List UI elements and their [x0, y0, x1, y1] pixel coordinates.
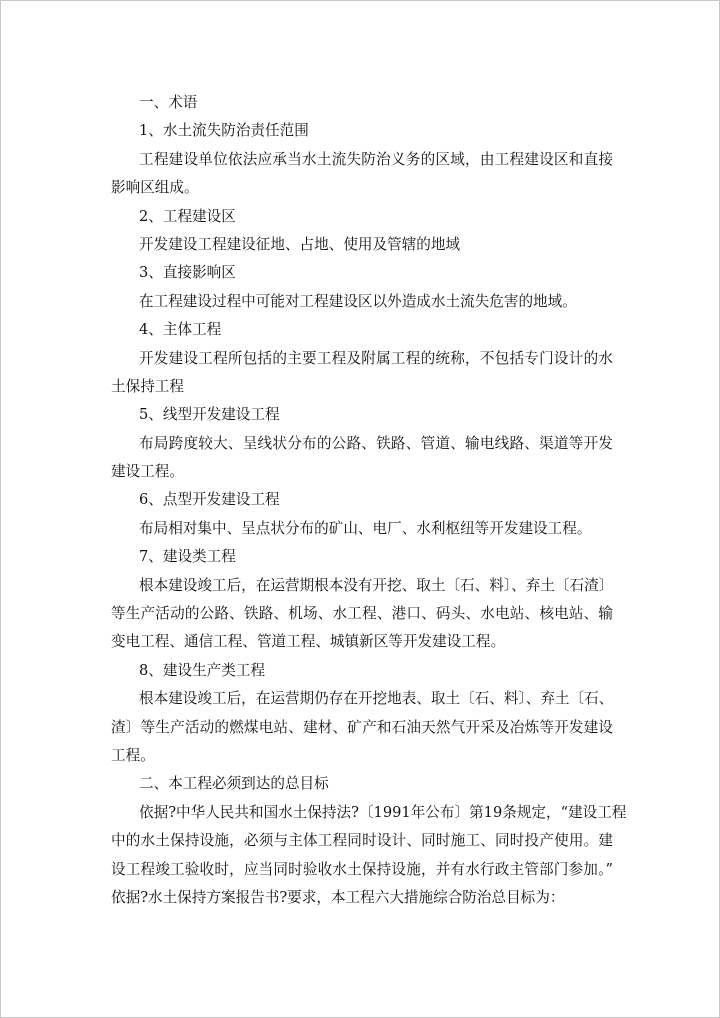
term-heading-5: 5、线型开发建设工程: [139, 406, 280, 424]
paragraph-line: 渣〕等生产活动的燃煤电站、建材、矿产和石油天然气开采及冶炼等开发建设: [111, 718, 613, 736]
document-body: [111, 89, 627, 912]
paragraph-line: 根本建设竣工后，在运营期仍存在开挖地表、取土〔石、料〕、弃土〔石、: [139, 690, 614, 708]
paragraph-line: 布局跨度较大、呈线状分布的公路、铁路、管道、输电线路、渠道等开发: [139, 434, 613, 452]
paragraph-line: 等生产活动的公路、铁路、机场、水工程、港口、码头、水电站、核电站、输: [111, 605, 613, 623]
paragraph-line: 土保持工程: [111, 377, 184, 395]
paragraph-line: 开发建设工程所包括的主要工程及附属工程的统称，不包括专门设计的水: [139, 349, 613, 367]
term-heading-2: 2、工程建设区: [139, 207, 236, 225]
paragraph-line: 依据?水土保持方案报告书?要求，本工程六大措施综合防治总目标为：: [111, 888, 565, 906]
paragraph-line: 工程建设单位依法应承当水土流失防治义务的区域，由工程建设区和直接: [139, 150, 613, 168]
paragraph-line: 根本建设竣工后，在运营期根本没有开挖、取土〔石、料〕、弃土〔石渣〕: [139, 576, 614, 594]
paragraph-line: 建设工程。: [111, 463, 184, 481]
term-heading-1: 1、水土流失防治责任范围: [139, 122, 309, 140]
paragraph-line: 依据?中华人民共和国水土保持法?〔1991年公布〕第19条规定，“建设工程: [139, 803, 627, 821]
paragraph-line: 中的水土保持设施，必须与主体工程同时设计、同时施工、同时投产使用。建: [111, 832, 613, 850]
paragraph-line: 影响区组成。: [111, 179, 199, 197]
term-heading-8: 8、建设生产类工程: [139, 661, 266, 679]
section-heading-goals: 二、本工程必须到达的总目标: [139, 775, 329, 793]
term-heading-3: 3、直接影响区: [139, 264, 236, 282]
term-heading-4: 4、主体工程: [139, 321, 222, 339]
paragraph-line: 变电工程、通信工程、管道工程、城镇新区等开发建设工程。: [111, 633, 506, 651]
paragraph-line: 设工程竣工验收时，应当同时验收水土保持设施，并有水行政主管部门参加。”: [111, 860, 613, 878]
section-heading-terms: 一、术语: [139, 94, 198, 111]
paragraph-line: 开发建设工程建设征地、占地、使用及管辖的地域: [139, 235, 461, 253]
paragraph-line: 工程。: [111, 746, 155, 764]
term-heading-6: 6、点型开发建设工程: [139, 491, 280, 509]
paragraph-line: 布局相对集中、呈点状分布的矿山、电厂、水利枢纽等开发建设工程。: [139, 519, 592, 537]
term-heading-7: 7、建设类工程: [139, 548, 236, 566]
paragraph-line: 在工程建设过程中可能对工程建设区以外造成水土流失危害的地域。: [139, 292, 577, 310]
